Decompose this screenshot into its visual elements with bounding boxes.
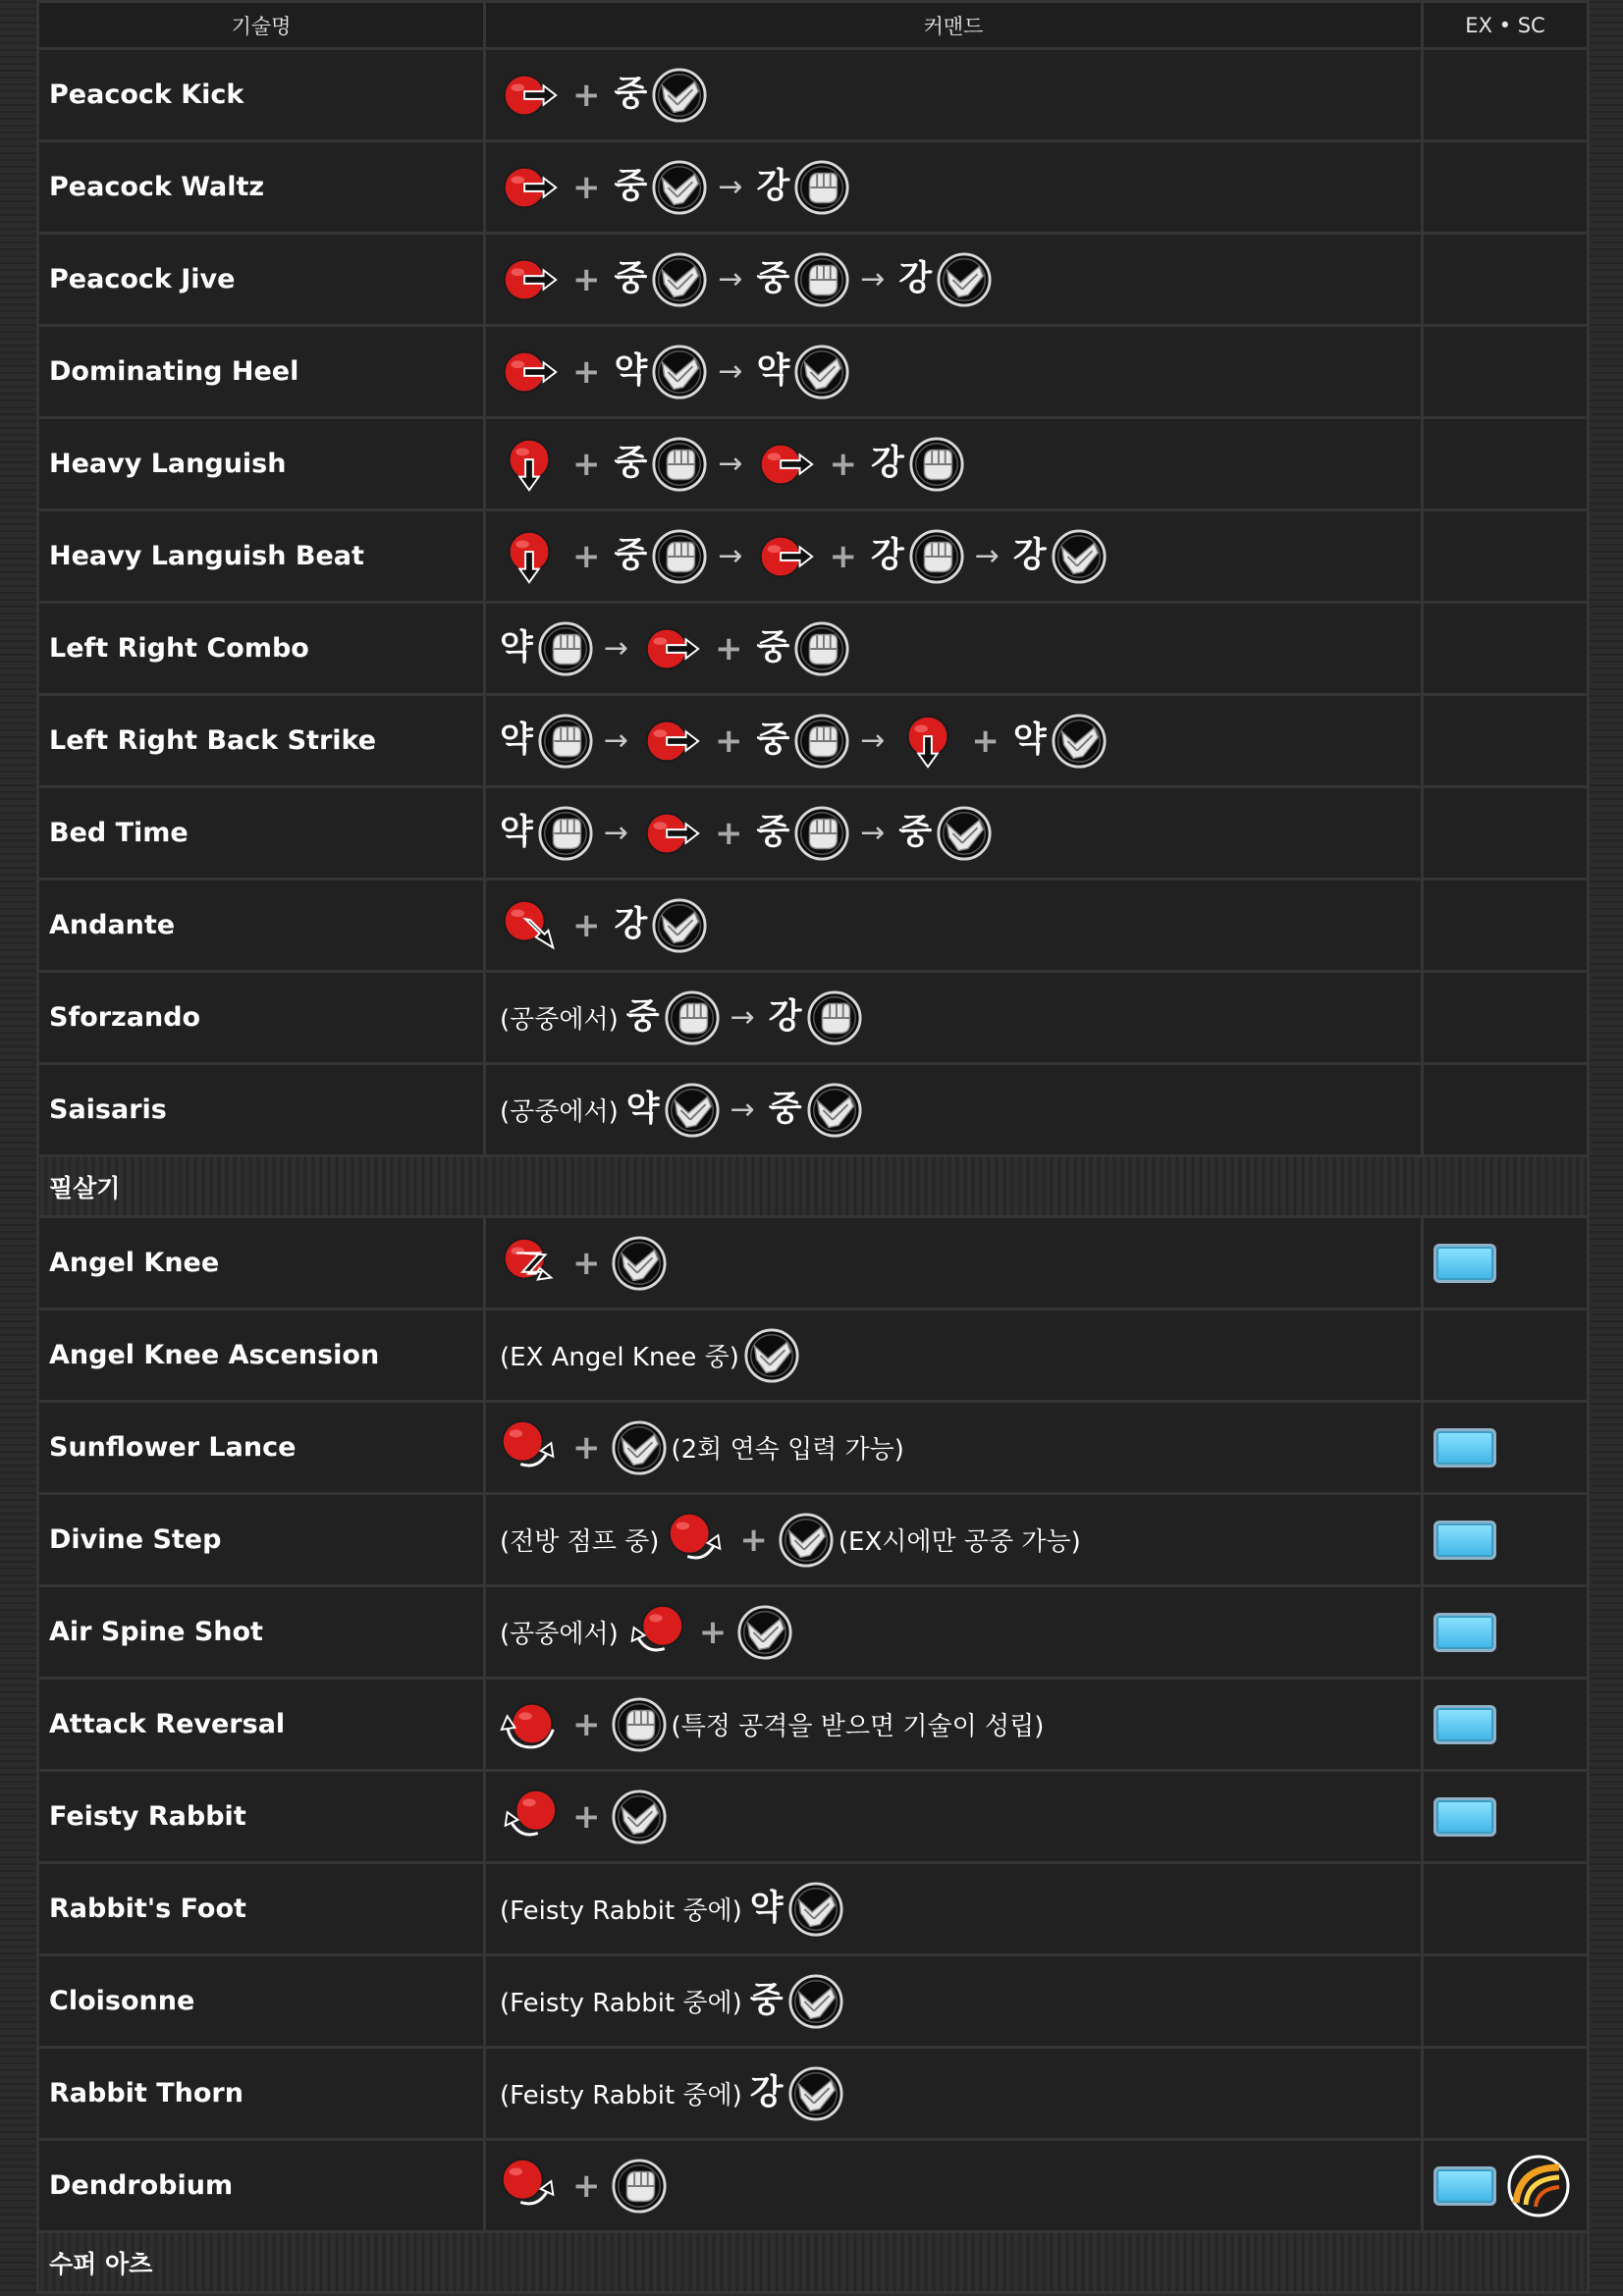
sequence-arrow: → [718,261,743,296]
strength-label: 중 [614,75,648,114]
kick-icon [611,1789,668,1845]
move-name: Peacock Jive [38,234,485,326]
strength-label: 중 [749,1981,784,2020]
strength-label: 중 [614,536,648,575]
section-row-special [38,1156,1589,1217]
move-name: Heavy Languish [38,418,485,510]
ex-gauge-icon [1434,1428,1496,1468]
command-sequence [496,1218,1421,1308]
command-sequence [496,1956,1421,2046]
kick-icon [651,897,708,954]
plus-sign: + [714,721,743,761]
command-sequence [496,1403,1421,1492]
sequence-arrow: → [974,538,1000,573]
move-ex-sc [1423,972,1589,1064]
move-name: Angel Knee Ascension [38,1309,485,1402]
move-ex-sc [1423,1064,1589,1156]
move-command [485,1064,1423,1156]
move-command [485,418,1423,510]
command-note: (EX Angel Knee 중) [500,1343,739,1372]
move-row [38,1586,1589,1679]
strength-label: 중 [898,813,933,852]
quarter-circle-forward-icon [496,2153,563,2219]
command-note: (공중에서) [500,1097,619,1127]
ex-gauge-icon [1434,2166,1496,2206]
command-sequence [496,1310,1421,1400]
plus-sign: + [572,75,601,115]
move-command [485,1771,1423,1863]
move-ex-sc [1423,418,1589,510]
move-name: Left Right Combo [38,603,485,695]
strength-label: 중 [614,167,648,206]
command-sequence [496,1495,1421,1584]
command-sequence [496,973,1421,1062]
move-name: Attack Reversal [38,1679,485,1771]
section-row-super [38,2232,1589,2293]
move-ex-sc [1423,1955,1589,2048]
strength-label: 강 [898,259,933,298]
strength-label: 중 [625,997,660,1037]
command-sequence [496,1680,1421,1769]
command-sequence [496,50,1421,139]
move-name: Left Right Back Strike [38,695,485,787]
kick-icon [743,1327,800,1384]
move-ex-sc [1423,234,1589,326]
punch-icon [793,713,850,770]
sc-gauge-icon [1506,2154,1571,2218]
command-note: (전방 점프 중) [500,1527,660,1557]
command-note: (2회 연속 입력 가능) [671,1435,904,1465]
command-note: (Feisty Rabbit 중에) [500,2081,742,2110]
command-sequence [496,788,1421,878]
plus-sign: + [829,444,857,484]
move-row [38,418,1589,510]
move-name: Bed Time [38,787,485,880]
move-row [38,1217,1589,1309]
plus-sign: + [572,1704,601,1744]
forward-icon [496,339,563,405]
move-ex-sc [1423,1309,1589,1402]
command-sequence [496,419,1421,508]
section-title-super: 수퍼 아츠 [38,2232,1589,2293]
punch-icon [537,713,594,770]
move-name: Dendrobium [38,2140,485,2232]
move-row [38,1955,1589,2048]
kick-icon [611,1419,668,1476]
punch-icon [793,805,850,862]
move-row [38,787,1589,880]
strength-label: 약 [614,351,648,391]
gauge-icons [1434,1428,1587,1468]
move-row [38,1402,1589,1494]
move-command [485,1402,1423,1494]
sequence-arrow: → [860,722,886,758]
move-name: Sunflower Lance [38,1402,485,1494]
plus-sign: + [572,1427,601,1468]
punch-icon [793,620,850,677]
table-header-row [38,2,1589,49]
move-command [485,1586,1423,1679]
move-command [485,787,1423,880]
command-sequence [496,881,1421,970]
half-circle-back-icon [496,1691,563,1758]
punch-icon [793,159,850,216]
move-name: Divine Step [38,1494,485,1586]
move-ex-sc [1423,1586,1589,1679]
move-row [38,234,1589,326]
quarter-circle-back-icon [496,1784,563,1850]
plus-sign: + [829,536,857,576]
kick-icon [611,1235,668,1292]
header-ex-sc: EX • SC [1423,2,1589,49]
ex-gauge-icon [1434,1521,1496,1560]
strength-label: 중 [756,628,790,667]
punch-icon [908,528,965,585]
plus-sign: + [572,444,601,484]
header-command: 커맨드 [485,2,1423,49]
move-ex-sc [1423,1863,1589,1955]
plus-sign: + [572,351,601,392]
move-name: Sforzando [38,972,485,1064]
quarter-circle-back-icon [622,1599,689,1666]
plus-sign: + [971,721,1000,761]
move-row [38,695,1589,787]
move-command [485,972,1423,1064]
move-ex-sc [1423,2048,1589,2140]
sequence-arrow: → [603,630,628,666]
punch-icon [651,436,708,493]
move-command [485,1217,1423,1309]
kick-icon [787,1881,844,1938]
command-sequence [496,327,1421,416]
down-forward-icon [496,892,563,959]
normal-moves-body [38,49,1589,1156]
kick-icon [651,159,708,216]
special-section-header [38,1156,1589,1217]
move-ex-sc [1423,880,1589,972]
move-name: Dominating Heel [38,326,485,418]
sequence-arrow: → [718,353,743,389]
plus-sign: + [572,1243,601,1283]
plus-sign: + [572,167,601,207]
quarter-circle-forward-icon [496,1415,563,1481]
punch-icon [793,251,850,308]
move-row [38,1863,1589,1955]
move-command [485,1863,1423,1955]
move-command [485,2048,1423,2140]
command-note: (특정 공격을 받으면 기술이 성립) [671,1712,1045,1741]
kick-icon [787,2065,844,2122]
move-name: Cloisonne [38,1955,485,2048]
kick-icon [736,1604,793,1661]
move-row [38,2048,1589,2140]
punch-icon [651,528,708,585]
move-name: Saisaris [38,1064,485,1156]
sequence-arrow: → [860,815,886,850]
punch-icon [537,620,594,677]
plus-sign: + [714,628,743,668]
plus-sign: + [572,1796,601,1837]
plus-sign: + [739,1520,768,1560]
move-ex-sc [1423,141,1589,234]
sequence-arrow: → [730,1092,755,1127]
punch-icon [664,989,721,1046]
move-ex-sc [1423,49,1589,141]
move-row [38,1064,1589,1156]
move-command [485,880,1423,972]
move-row [38,326,1589,418]
strength-label: 중 [614,444,648,483]
section-title-special: 필살기 [38,1156,1589,1217]
move-row [38,603,1589,695]
command-sequence [496,2049,1421,2138]
forward-icon [752,523,819,590]
strength-label: 약 [500,628,533,667]
strength-label: 약 [749,1889,784,1928]
command-sequence [496,235,1421,324]
command-note: (EX시에만 공중 가능) [838,1527,1081,1557]
move-row [38,880,1589,972]
move-row [38,49,1589,141]
move-command [485,49,1423,141]
command-sequence [496,142,1421,232]
command-sequence [496,1772,1421,1861]
move-command [485,141,1423,234]
kick-icon [651,251,708,308]
move-command [485,1679,1423,1771]
strength-label: 중 [756,813,790,852]
command-sequence [496,1587,1421,1677]
punch-icon [806,989,863,1046]
kick-icon [793,344,850,400]
move-ex-sc [1423,1771,1589,1863]
punch-icon [537,805,594,862]
move-command [485,695,1423,787]
move-name: Andante [38,880,485,972]
strength-label: 강 [756,167,790,206]
kick-icon [664,1082,721,1139]
down-icon [894,708,961,774]
move-ex-sc [1423,326,1589,418]
strength-label: 약 [625,1090,660,1129]
move-command [485,1494,1423,1586]
move-row [38,510,1589,603]
plus-sign: + [572,536,601,576]
command-sequence [496,696,1421,785]
down-icon [496,431,563,498]
forward-icon [638,708,705,774]
command-note: (Feisty Rabbit 중에) [500,1896,742,1926]
command-sequence [496,2141,1421,2230]
sequence-arrow: → [860,261,886,296]
command-sequence [496,1864,1421,1953]
plus-sign: + [698,1612,728,1652]
move-row [38,2140,1589,2232]
strength-label: 약 [500,813,533,852]
gauge-icons [1434,2154,1587,2218]
sequence-arrow: → [718,446,743,481]
sequence-arrow: → [718,169,743,204]
move-name: Peacock Kick [38,49,485,141]
move-ex-sc [1423,1217,1589,1309]
strength-label: 약 [1012,721,1047,760]
forward-icon [638,615,705,682]
move-ex-sc [1423,1402,1589,1494]
plus-sign: + [572,259,601,299]
move-name: Feisty Rabbit [38,1771,485,1863]
kick-icon [651,344,708,400]
plus-sign: + [572,905,601,945]
move-command [485,2140,1423,2232]
ex-gauge-icon [1434,1797,1496,1837]
gauge-icons [1434,1705,1587,1744]
gauge-icons [1434,1613,1587,1652]
move-row [38,141,1589,234]
forward-icon [496,246,563,313]
strength-label: 중 [756,259,790,298]
kick-icon [778,1512,835,1569]
kick-icon [1051,713,1108,770]
strength-label: 약 [756,351,790,391]
move-name: Rabbit's Foot [38,1863,485,1955]
ex-gauge-icon [1434,1244,1496,1283]
command-sequence [496,1065,1421,1154]
sequence-arrow: → [730,999,755,1035]
kick-icon [787,1973,844,2030]
header-move-name: 기술명 [38,2,485,49]
command-note: (공중에서) [500,1005,619,1035]
move-command [485,510,1423,603]
ex-gauge-icon [1434,1705,1496,1744]
move-name: Heavy Languish Beat [38,510,485,603]
move-name: Peacock Waltz [38,141,485,234]
move-command [485,1955,1423,2048]
kick-icon [1051,528,1108,585]
forward-icon [752,431,819,498]
strength-label: 중 [614,259,648,298]
forward-icon [496,154,563,221]
down-icon [496,523,563,590]
move-name: Angel Knee [38,1217,485,1309]
dragon-punch-icon [496,1230,563,1297]
quarter-circle-forward-icon [663,1507,730,1574]
forward-icon [638,800,705,867]
strength-label: 중 [768,1090,802,1129]
special-moves-body [38,1217,1589,2232]
move-ex-sc [1423,787,1589,880]
forward-icon [496,62,563,129]
strength-label: 강 [1012,536,1047,575]
plus-sign: + [714,813,743,853]
strength-label: 약 [500,721,533,760]
sequence-arrow: → [603,722,628,758]
strength-label: 강 [870,536,904,575]
strength-label: 강 [749,2073,784,2112]
plus-sign: + [572,2165,601,2206]
gauge-icons [1434,1521,1587,1560]
move-command [485,603,1423,695]
move-ex-sc [1423,510,1589,603]
strength-label: 강 [870,444,904,483]
move-command [485,1309,1423,1402]
move-row [38,972,1589,1064]
gauge-icons [1434,1244,1587,1283]
command-note: (Feisty Rabbit 중에) [500,1989,742,2018]
move-name: Air Spine Shot [38,1586,485,1679]
kick-icon [806,1082,863,1139]
strength-label: 강 [768,997,802,1037]
move-row [38,1679,1589,1771]
move-row [38,1771,1589,1863]
move-command [485,234,1423,326]
move-command [485,326,1423,418]
move-ex-sc [1423,1494,1589,1586]
sequence-arrow: → [603,815,628,850]
gauge-icons [1434,1797,1587,1837]
strength-label: 강 [614,905,648,944]
move-ex-sc [1423,603,1589,695]
punch-icon [611,2158,668,2215]
command-sequence [496,604,1421,693]
move-ex-sc [1423,695,1589,787]
sequence-arrow: → [718,538,743,573]
punch-icon [611,1696,668,1753]
command-sequence [496,511,1421,601]
move-ex-sc [1423,1679,1589,1771]
punch-icon [908,436,965,493]
strength-label: 중 [756,721,790,760]
command-note: (공중에서) [500,1620,619,1649]
move-name: Rabbit Thorn [38,2048,485,2140]
move-list-table [36,0,1590,2294]
kick-icon [936,251,993,308]
super-section-header [38,2232,1589,2293]
move-row [38,1309,1589,1402]
move-row [38,1494,1589,1586]
kick-icon [936,805,993,862]
move-ex-sc [1423,2140,1589,2232]
ex-gauge-icon [1434,1613,1496,1652]
kick-icon [651,67,708,124]
